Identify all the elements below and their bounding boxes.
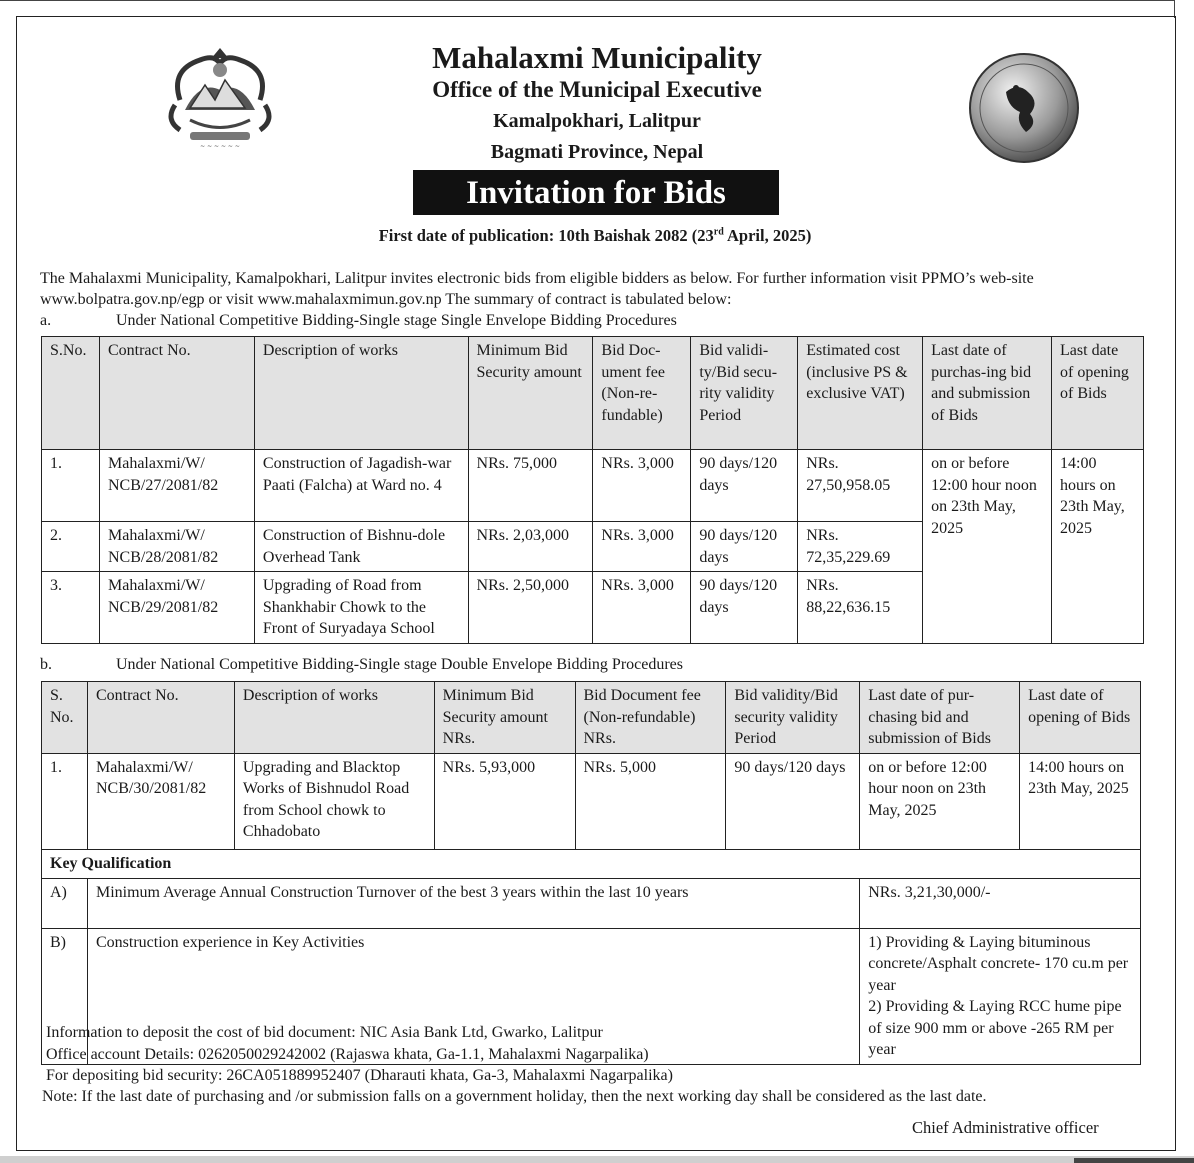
cell-contract: Mahalaxmi/W/ NCB/29/2081/82 <box>99 572 254 644</box>
signature: Chief Administrative officer <box>912 1118 1099 1137</box>
table-row <box>42 753 1141 849</box>
cell-contract: Mahalaxmi/W/ NCB/27/2081/82 <box>99 450 254 522</box>
section-a-table <box>41 336 1144 644</box>
notice-banner: Invitation for Bids <box>413 170 779 215</box>
qualification-value-line: 1) Providing & Laying bituminous concrete/Asphalt concrete- 170 cu.m per year <box>868 933 1129 994</box>
col-header: Bid Document fee (Non-refundable) NRs. <box>575 682 726 754</box>
key-qualification-row <box>42 849 1141 878</box>
col-header: Contract No. <box>99 337 254 450</box>
cell-last-date-submission: on or before 12:00 hour noon on 23th May, 2025 <box>923 450 1052 644</box>
cell-sno: 1. <box>42 450 100 522</box>
cell-validity: 90 days/120 days <box>691 522 798 572</box>
qualification-label: B) <box>42 928 88 1064</box>
cell-cost: NRs. 27,50,958.05 <box>798 450 923 522</box>
cell-fee: NRs. 5,000 <box>575 753 726 849</box>
col-header: Bid Doc-ument fee (Non-re-fundable) <box>593 337 691 450</box>
cell-fee: NRs. 3,000 <box>593 522 691 572</box>
col-header: Minimum Bid Security amount <box>468 337 593 450</box>
col-header: Last date of purchas-ing bid and submission of Bids <box>923 337 1052 450</box>
bank-info: Information to deposit the cost of bid document: NIC Asia Bank Ltd, Gwarko, Lalitpur <box>46 1024 603 1041</box>
qualification-row <box>42 878 1141 928</box>
cell-fee: NRs. 3,000 <box>593 450 691 522</box>
intro-paragraph: The Mahalaxmi Municipality, Kamalpokhari, Lalitpur invites electronic bids from eligible bidders as below. For further information visit PPMO’s web-site www.bolpatra.gov.np/egp or visit www.mahalaxmimun.gov.np The summary of contract is tabulated below: <box>40 270 1034 308</box>
cell-sno: 3. <box>42 572 100 644</box>
cell-desc: Construction of Jagadish-war Paati (Falcha) at Ward no. 4 <box>254 450 468 522</box>
municipality-name: Mahalaxmi Municipality <box>432 40 762 75</box>
cell-validity: 90 days/120 days <box>691 572 798 644</box>
office-name: Office of the Municipal Executive <box>432 77 762 102</box>
holiday-note: Note: If the last date of purchasing and /or submission falls on a government holiday, then the next working day shall be considered as the last date. <box>42 1088 987 1105</box>
qualification-label: A) <box>42 878 88 928</box>
bottom-strip <box>0 1156 1194 1163</box>
cell-cost: NRs. 88,22,636.15 <box>798 572 923 644</box>
key-qualification-heading: Key Qualification <box>42 849 1141 878</box>
col-header: Description of works <box>254 337 468 450</box>
publication-date: First date of publication: 10th Baishak 2082 (23rd April, 2025) <box>378 226 812 245</box>
col-header: Last date of pur-chasing bid and submission of Bids <box>860 682 1020 754</box>
section-b-table <box>41 681 1141 1065</box>
cell-last-date-opening: 14:00 hours on 23th May, 2025 <box>1052 450 1144 644</box>
table-row <box>42 450 1144 522</box>
cell-contract: Mahalaxmi/W/ NCB/30/2081/82 <box>87 753 234 849</box>
col-header: Description of works <box>234 682 434 754</box>
col-header: Minimum Bid Security amount NRs. <box>434 682 575 754</box>
bid-security-account: For depositing bid security: 26CA051889952407 (Dharauti khata, Ga-3, Mahalaxmi Nagarpalika) <box>46 1067 673 1084</box>
cell-validity: 90 days/120 days <box>691 450 798 522</box>
bottom-strip-dark <box>1074 1158 1194 1163</box>
cell-security: NRs. 2,50,000 <box>468 572 593 644</box>
svg-text:~ ~ ~ ~ ~ ~: ~ ~ ~ ~ ~ ~ <box>200 143 240 150</box>
cell-contract: Mahalaxmi/W/ NCB/28/2081/82 <box>99 522 254 572</box>
cell-desc: Upgrading of Road from Shankhabir Chowk to the Front of Suryadaya School <box>254 572 468 644</box>
cell-opening: 14:00 hours on 23th May, 2025 <box>1020 753 1141 849</box>
col-header: Estimated cost (inclusive PS & exclusive VAT) <box>798 337 923 450</box>
cell-security: NRs. 2,03,000 <box>468 522 593 572</box>
table-header-row <box>42 682 1141 754</box>
section-b-heading: b. Under National Competitive Bidding-Single stage Double Envelope Bidding Procedures <box>40 656 684 673</box>
col-header: Bid validity/Bid security validity Period <box>726 682 860 754</box>
col-header: Contract No. <box>87 682 234 754</box>
office-account: Office account Details: 0262050029242002 (Rajaswa khata, Ga-1.1, Mahalaxmi Nagarpalika) <box>46 1046 649 1063</box>
cell-cost: NRs. 72,35,229.69 <box>798 522 923 572</box>
address-line-2: Bagmati Province, Nepal <box>490 141 704 163</box>
col-header: S. No. <box>42 682 88 754</box>
cell-sno: 2. <box>42 522 100 572</box>
cell-desc: Construction of Bishnu-dole Overhead Tank <box>254 522 468 572</box>
cell-desc: Upgrading and Blacktop Works of Bishnudol Road from School chowk to Chhadobato <box>234 753 434 849</box>
col-header: S.No. <box>42 337 100 450</box>
qualification-value-line: 2) Providing & Laying RCC hume pipe of size 900 mm or above -265 RM per year <box>868 998 1122 1058</box>
qualification-text: Construction experience in Key Activities <box>87 928 859 1064</box>
cell-sno: 1. <box>42 753 88 849</box>
cell-security: NRs. 5,93,000 <box>434 753 575 849</box>
qualification-text: Minimum Average Annual Construction Turnover of the best 3 years within the last 10 years <box>87 878 859 928</box>
table-header-row <box>42 337 1144 450</box>
qualification-value <box>860 928 1141 1064</box>
cell-fee: NRs. 3,000 <box>593 572 691 644</box>
cell-validity: 90 days/120 days <box>726 753 860 849</box>
section-a-heading: a. Under National Competitive Bidding-Single stage Single Envelope Bidding Procedures <box>40 312 677 329</box>
cell-submission: on or before 12:00 hour noon on 23th May, 2025 <box>860 753 1020 849</box>
col-header: Last date of opening of Bids <box>1020 682 1141 754</box>
cell-security: NRs. 75,000 <box>468 450 593 522</box>
col-header: Last date of opening of Bids <box>1052 337 1144 450</box>
address-line-1: Kamalpokhari, Lalitpur <box>493 110 701 132</box>
top-rule <box>0 0 1174 1</box>
qualification-value: NRs. 3,21,30,000/- <box>860 878 1141 928</box>
col-header: Bid validi-ty/Bid secu-rity validity Period <box>691 337 798 450</box>
